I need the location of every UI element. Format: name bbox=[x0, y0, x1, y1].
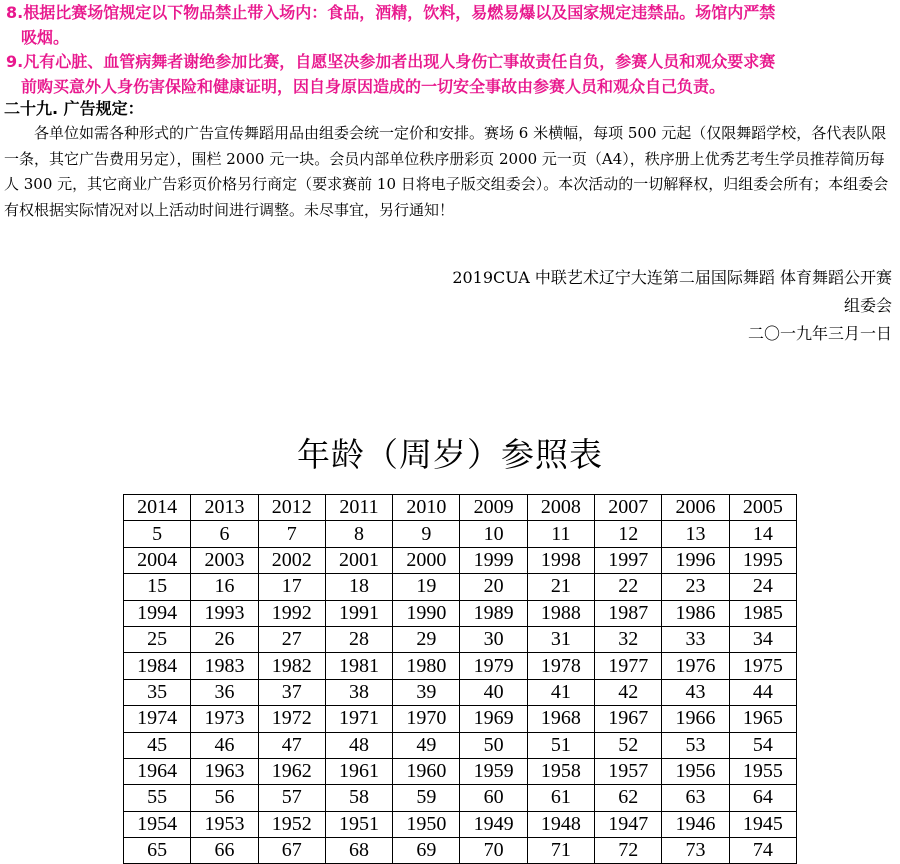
year-cell: 2002 bbox=[258, 547, 325, 573]
age-cell: 49 bbox=[393, 732, 460, 758]
year-cell: 1978 bbox=[527, 653, 594, 679]
year-cell: 1985 bbox=[729, 600, 796, 626]
year-cell: 1981 bbox=[325, 653, 392, 679]
year-cell: 1986 bbox=[662, 600, 729, 626]
year-cell: 1999 bbox=[460, 547, 527, 573]
year-cell: 1974 bbox=[124, 706, 191, 732]
year-cell: 1950 bbox=[393, 811, 460, 837]
age-row bbox=[124, 574, 797, 600]
age-cell: 48 bbox=[325, 732, 392, 758]
year-cell: 1975 bbox=[729, 653, 796, 679]
year-cell: 1991 bbox=[325, 600, 392, 626]
year-cell: 1952 bbox=[258, 811, 325, 837]
age-cell: 31 bbox=[527, 626, 594, 652]
age-cell: 23 bbox=[662, 574, 729, 600]
rule-item-9 bbox=[6, 49, 894, 99]
year-cell: 1979 bbox=[460, 653, 527, 679]
age-cell: 9 bbox=[393, 521, 460, 547]
rule-text: 9.凡有心脏、血管病舞者谢绝参加比赛，自愿坚决参加者出现人身伤亡事故责任自负，参赛人员和观众要求赛 bbox=[6, 52, 776, 71]
year-cell: 2010 bbox=[393, 495, 460, 521]
age-cell: 36 bbox=[191, 679, 258, 705]
age-cell: 62 bbox=[595, 785, 662, 811]
year-cell: 1953 bbox=[191, 811, 258, 837]
year-row bbox=[124, 811, 797, 837]
year-cell: 1949 bbox=[460, 811, 527, 837]
signature-date: 二〇一九年三月一日 bbox=[747, 324, 892, 343]
year-cell: 1961 bbox=[325, 758, 392, 784]
age-cell: 8 bbox=[325, 521, 392, 547]
rule-text-continued: 吸烟。 bbox=[21, 28, 70, 47]
age-cell: 70 bbox=[460, 838, 527, 864]
age-cell: 37 bbox=[258, 679, 325, 705]
age-cell: 55 bbox=[124, 785, 191, 811]
age-row bbox=[124, 679, 797, 705]
year-cell: 1977 bbox=[595, 653, 662, 679]
age-row bbox=[124, 626, 797, 652]
year-row bbox=[124, 653, 797, 679]
age-cell: 47 bbox=[258, 732, 325, 758]
age-cell: 46 bbox=[191, 732, 258, 758]
age-cell: 60 bbox=[460, 785, 527, 811]
age-cell: 57 bbox=[258, 785, 325, 811]
age-cell: 56 bbox=[191, 785, 258, 811]
age-cell: 61 bbox=[527, 785, 594, 811]
age-cell: 19 bbox=[393, 574, 460, 600]
year-cell: 1956 bbox=[662, 758, 729, 784]
age-cell: 6 bbox=[191, 521, 258, 547]
year-cell: 2004 bbox=[124, 547, 191, 573]
age-reference-table bbox=[123, 494, 797, 864]
age-cell: 15 bbox=[124, 574, 191, 600]
age-cell: 74 bbox=[729, 838, 796, 864]
age-cell: 7 bbox=[258, 521, 325, 547]
age-cell: 51 bbox=[527, 732, 594, 758]
year-cell: 2009 bbox=[460, 495, 527, 521]
year-cell: 1947 bbox=[595, 811, 662, 837]
year-cell: 1957 bbox=[595, 758, 662, 784]
year-cell: 1973 bbox=[191, 706, 258, 732]
age-cell: 72 bbox=[595, 838, 662, 864]
age-cell: 52 bbox=[595, 732, 662, 758]
year-cell: 2007 bbox=[595, 495, 662, 521]
age-cell: 40 bbox=[460, 679, 527, 705]
signature-committee: 组委会 bbox=[843, 296, 892, 315]
year-row bbox=[124, 758, 797, 784]
year-cell: 1995 bbox=[729, 547, 796, 573]
age-cell: 22 bbox=[595, 574, 662, 600]
year-cell: 1982 bbox=[258, 653, 325, 679]
year-row bbox=[124, 495, 797, 521]
age-cell: 26 bbox=[191, 626, 258, 652]
age-cell: 30 bbox=[460, 626, 527, 652]
age-cell: 25 bbox=[124, 626, 191, 652]
year-cell: 1971 bbox=[325, 706, 392, 732]
year-cell: 1955 bbox=[729, 758, 796, 784]
year-cell: 1962 bbox=[258, 758, 325, 784]
year-cell: 2008 bbox=[527, 495, 594, 521]
age-cell: 10 bbox=[460, 521, 527, 547]
age-cell: 58 bbox=[325, 785, 392, 811]
age-cell: 17 bbox=[258, 574, 325, 600]
age-row bbox=[124, 838, 797, 864]
year-cell: 1998 bbox=[527, 547, 594, 573]
year-cell: 1989 bbox=[460, 600, 527, 626]
age-cell: 42 bbox=[595, 679, 662, 705]
age-row bbox=[124, 732, 797, 758]
year-cell: 1980 bbox=[393, 653, 460, 679]
year-cell: 2006 bbox=[662, 495, 729, 521]
section-body: 各单位如需各种形式的广告宣传舞蹈用品由组委会统一定价和安排。赛场 6 米横幅，每项 500 元起（仅限舞蹈学校，各代表队限一条，其它广告费用另定），围栏 2000 元一块。会员内部单位秩序册彩页 2000 元一页（A4），秩序册上优秀艺考生学员推荐简历每人 300 元，其它商业广告彩页价格另行商定（要求赛前 10 日将电子版交组委会）。本次活动的一切解释权，归组委会所有；本组委会有权根据实际情况对以上活动时间进行调整。未尽事宜，另行通知！ bbox=[4, 124, 889, 219]
age-cell: 33 bbox=[662, 626, 729, 652]
year-cell: 1987 bbox=[595, 600, 662, 626]
year-cell: 2003 bbox=[191, 547, 258, 573]
age-cell: 63 bbox=[662, 785, 729, 811]
age-cell: 38 bbox=[325, 679, 392, 705]
age-cell: 71 bbox=[527, 838, 594, 864]
age-cell: 44 bbox=[729, 679, 796, 705]
year-cell: 1997 bbox=[595, 547, 662, 573]
age-row bbox=[124, 521, 797, 547]
year-cell: 1992 bbox=[258, 600, 325, 626]
section-heading: 二十九. 广告规定： bbox=[4, 99, 144, 118]
age-cell: 18 bbox=[325, 574, 392, 600]
year-cell: 1983 bbox=[191, 653, 258, 679]
age-cell: 67 bbox=[258, 838, 325, 864]
age-cell: 54 bbox=[729, 732, 796, 758]
year-cell: 1963 bbox=[191, 758, 258, 784]
year-row bbox=[124, 706, 797, 732]
year-row bbox=[124, 600, 797, 626]
age-cell: 16 bbox=[191, 574, 258, 600]
year-cell: 1993 bbox=[191, 600, 258, 626]
age-cell: 28 bbox=[325, 626, 392, 652]
year-cell: 1970 bbox=[393, 706, 460, 732]
year-cell: 1976 bbox=[662, 653, 729, 679]
age-cell: 13 bbox=[662, 521, 729, 547]
year-cell: 2000 bbox=[393, 547, 460, 573]
year-cell: 1959 bbox=[460, 758, 527, 784]
year-cell: 1994 bbox=[124, 600, 191, 626]
year-cell: 1964 bbox=[124, 758, 191, 784]
year-cell: 2001 bbox=[325, 547, 392, 573]
age-cell: 14 bbox=[729, 521, 796, 547]
year-cell: 1960 bbox=[393, 758, 460, 784]
year-cell: 1967 bbox=[595, 706, 662, 732]
age-cell: 29 bbox=[393, 626, 460, 652]
age-cell: 27 bbox=[258, 626, 325, 652]
age-cell: 20 bbox=[460, 574, 527, 600]
age-cell: 5 bbox=[124, 521, 191, 547]
year-cell: 1946 bbox=[662, 811, 729, 837]
age-cell: 65 bbox=[124, 838, 191, 864]
year-cell: 1988 bbox=[527, 600, 594, 626]
rule-text-continued: 前购买意外人身伤害保险和健康证明，因自身原因造成的一切安全事故由参赛人员和观众自己负责。 bbox=[21, 77, 726, 96]
age-cell: 32 bbox=[595, 626, 662, 652]
age-cell: 41 bbox=[527, 679, 594, 705]
year-cell: 2014 bbox=[124, 495, 191, 521]
year-cell: 2012 bbox=[258, 495, 325, 521]
year-cell: 1972 bbox=[258, 706, 325, 732]
year-cell: 1996 bbox=[662, 547, 729, 573]
age-cell: 24 bbox=[729, 574, 796, 600]
age-cell: 34 bbox=[729, 626, 796, 652]
year-cell: 1951 bbox=[325, 811, 392, 837]
rule-text: 8.根据比赛场馆规定以下物品禁止带入场内：食品，酒精，饮料，易燃易爆以及国家规定违禁品。场馆内严禁 bbox=[6, 3, 776, 22]
age-cell: 66 bbox=[191, 838, 258, 864]
age-cell: 53 bbox=[662, 732, 729, 758]
table-title: 年龄（周岁）参照表 bbox=[297, 435, 603, 474]
year-cell: 1965 bbox=[729, 706, 796, 732]
year-cell: 2013 bbox=[191, 495, 258, 521]
age-cell: 21 bbox=[527, 574, 594, 600]
year-cell: 1945 bbox=[729, 811, 796, 837]
age-cell: 43 bbox=[662, 679, 729, 705]
year-row bbox=[124, 547, 797, 573]
age-cell: 45 bbox=[124, 732, 191, 758]
signature-organization: 2019CUA 中联艺术辽宁大连第二届国际舞蹈 体育舞蹈公开赛 bbox=[452, 268, 892, 287]
age-cell: 11 bbox=[527, 521, 594, 547]
year-cell: 1954 bbox=[124, 811, 191, 837]
age-cell: 64 bbox=[729, 785, 796, 811]
age-cell: 50 bbox=[460, 732, 527, 758]
year-cell: 1969 bbox=[460, 706, 527, 732]
year-cell: 2011 bbox=[325, 495, 392, 521]
age-cell: 35 bbox=[124, 679, 191, 705]
age-row bbox=[124, 785, 797, 811]
year-cell: 1968 bbox=[527, 706, 594, 732]
year-cell: 1948 bbox=[527, 811, 594, 837]
age-cell: 69 bbox=[393, 838, 460, 864]
year-cell: 1958 bbox=[527, 758, 594, 784]
rule-item-8 bbox=[6, 0, 894, 50]
age-cell: 39 bbox=[393, 679, 460, 705]
year-cell: 1990 bbox=[393, 600, 460, 626]
year-cell: 1966 bbox=[662, 706, 729, 732]
year-cell: 2005 bbox=[729, 495, 796, 521]
age-cell: 59 bbox=[393, 785, 460, 811]
age-cell: 12 bbox=[595, 521, 662, 547]
year-cell: 1984 bbox=[124, 653, 191, 679]
age-cell: 68 bbox=[325, 838, 392, 864]
age-cell: 73 bbox=[662, 838, 729, 864]
